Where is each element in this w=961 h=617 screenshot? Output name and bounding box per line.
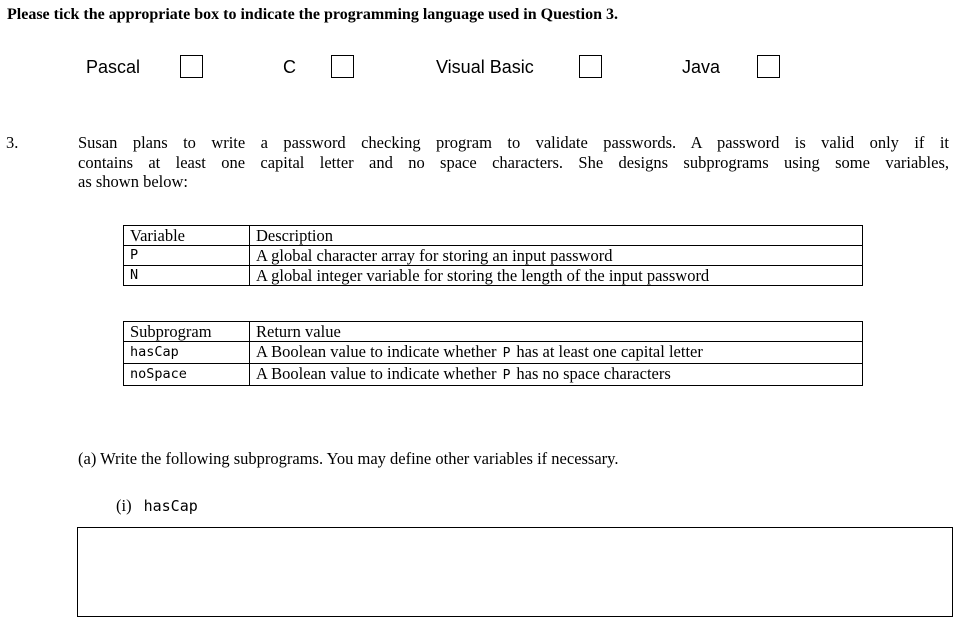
language-label-visual-basic: Visual Basic xyxy=(436,57,534,77)
part-i-subprogram-name: hasCap xyxy=(143,497,198,515)
variables-table xyxy=(123,225,863,286)
variable-ref: P xyxy=(502,346,511,361)
table-header: Variable xyxy=(124,226,250,246)
question-text xyxy=(78,133,949,192)
language-label-pascal: Pascal xyxy=(86,57,141,77)
return-text: A Boolean value to indicate whether xyxy=(256,364,497,383)
language-label-c: C xyxy=(283,57,296,77)
variable-ref: P xyxy=(502,368,511,383)
table-row xyxy=(124,342,863,364)
table-row xyxy=(124,364,863,386)
variable-description: A global integer variable for storing the length of the input password xyxy=(250,266,863,286)
checkbox-java[interactable] xyxy=(757,55,780,78)
table-row xyxy=(124,246,863,266)
table-header-row xyxy=(124,226,863,246)
variable-description: A global character array for storing an input password xyxy=(250,246,863,266)
subprograms-table xyxy=(123,321,863,386)
variable-name: P xyxy=(124,246,250,266)
table-row xyxy=(124,266,863,286)
answer-box[interactable] xyxy=(77,527,953,617)
subprogram-return-value xyxy=(250,342,863,364)
instruction-text: Please tick the appropriate box to indicate the programming language used in Question 3. xyxy=(7,6,618,23)
question-number: 3. xyxy=(6,133,19,152)
part-i-label: (i) xyxy=(116,496,132,515)
part-a-text: (a) Write the following subprograms. You may define other variables if necessary. xyxy=(78,449,619,468)
table-header: Subprogram xyxy=(124,322,250,342)
subprogram-name: noSpace xyxy=(124,364,250,386)
variable-name: N xyxy=(124,266,250,286)
table-header: Return value xyxy=(250,322,863,342)
table-header-row xyxy=(124,322,863,342)
return-text: has at least one capital letter xyxy=(516,342,703,361)
language-label-java: Java xyxy=(682,57,721,77)
return-text: has no space characters xyxy=(516,364,671,383)
question-line: Susan plans to write a password checking program to validate passwords. A password is valid only if it xyxy=(78,133,949,152)
subprogram-name: hasCap xyxy=(124,342,250,364)
table-header: Description xyxy=(250,226,863,246)
return-text: A Boolean value to indicate whether xyxy=(256,342,497,361)
checkbox-c[interactable] xyxy=(331,55,354,78)
question-line: as shown below: xyxy=(78,172,188,191)
question-line: contains at least one capital letter and no space characters. She designs subprograms using some variables, xyxy=(78,152,949,172)
part-i-heading xyxy=(116,496,198,516)
subprogram-return-value xyxy=(250,364,863,386)
checkbox-pascal[interactable] xyxy=(180,55,203,78)
checkbox-visual-basic[interactable] xyxy=(579,55,602,78)
